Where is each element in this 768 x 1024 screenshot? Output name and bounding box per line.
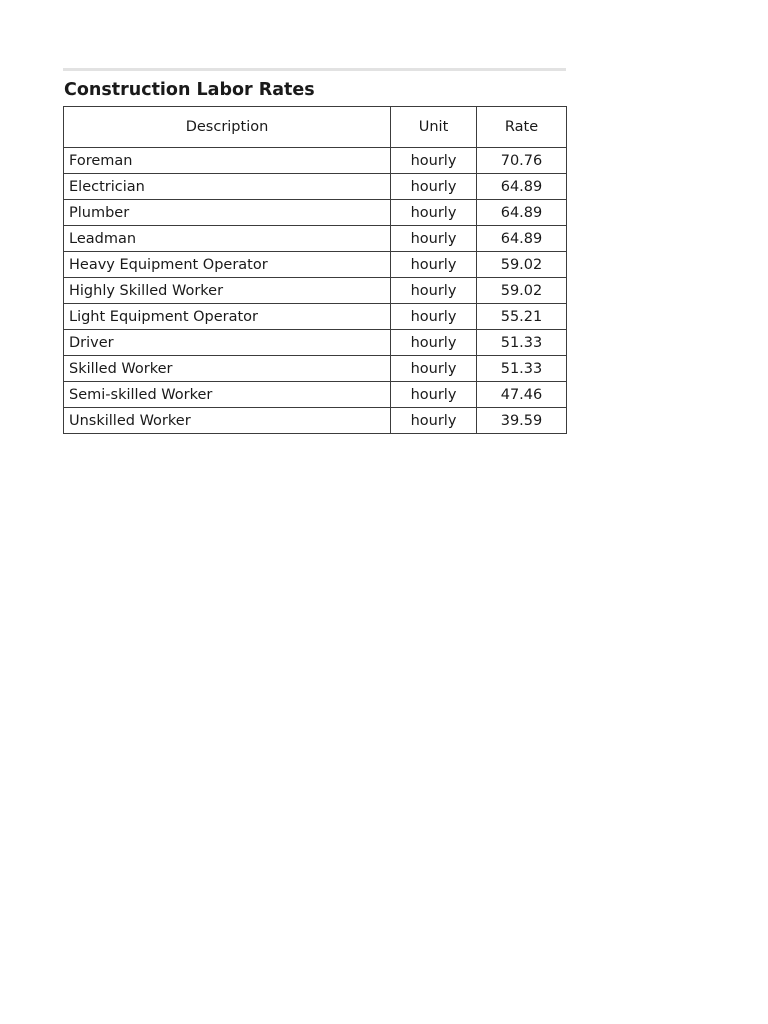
labor-rates-table bbox=[63, 106, 567, 434]
cell-rate: 39.59 bbox=[477, 408, 567, 434]
cell-rate: 51.33 bbox=[477, 356, 567, 382]
table-row bbox=[64, 330, 567, 356]
cell-unit: hourly bbox=[391, 148, 477, 174]
cell-rate: 64.89 bbox=[477, 174, 567, 200]
cell-description: Semi-skilled Worker bbox=[64, 382, 391, 408]
cell-description: Leadman bbox=[64, 226, 391, 252]
cell-description: Heavy Equipment Operator bbox=[64, 252, 391, 278]
table-row bbox=[64, 356, 567, 382]
cell-unit: hourly bbox=[391, 278, 477, 304]
cell-rate: 64.89 bbox=[477, 200, 567, 226]
cell-description: Highly Skilled Worker bbox=[64, 278, 391, 304]
cell-description: Light Equipment Operator bbox=[64, 304, 391, 330]
cell-rate: 70.76 bbox=[477, 148, 567, 174]
cell-rate: 59.02 bbox=[477, 252, 567, 278]
cell-unit: hourly bbox=[391, 382, 477, 408]
cell-unit: hourly bbox=[391, 330, 477, 356]
cell-description: Driver bbox=[64, 330, 391, 356]
column-header-rate: Rate bbox=[477, 107, 567, 148]
header-row bbox=[64, 107, 567, 148]
table-row bbox=[64, 382, 567, 408]
cell-description: Electrician bbox=[64, 174, 391, 200]
table-row bbox=[64, 226, 567, 252]
cell-rate: 51.33 bbox=[477, 330, 567, 356]
cell-description: Foreman bbox=[64, 148, 391, 174]
cell-description: Skilled Worker bbox=[64, 356, 391, 382]
table-row bbox=[64, 174, 567, 200]
cell-description: Plumber bbox=[64, 200, 391, 226]
cell-unit: hourly bbox=[391, 356, 477, 382]
cell-rate: 55.21 bbox=[477, 304, 567, 330]
cell-description: Unskilled Worker bbox=[64, 408, 391, 434]
cell-rate: 59.02 bbox=[477, 278, 567, 304]
table-row bbox=[64, 252, 567, 278]
cell-unit: hourly bbox=[391, 174, 477, 200]
table-row bbox=[64, 148, 567, 174]
cell-unit: hourly bbox=[391, 200, 477, 226]
cell-rate: 47.46 bbox=[477, 382, 567, 408]
cell-unit: hourly bbox=[391, 226, 477, 252]
table-row bbox=[64, 304, 567, 330]
column-header-description: Description bbox=[64, 107, 391, 148]
cell-unit: hourly bbox=[391, 252, 477, 278]
cell-unit: hourly bbox=[391, 408, 477, 434]
table-row bbox=[64, 200, 567, 226]
cell-unit: hourly bbox=[391, 304, 477, 330]
labor-rates-sheet bbox=[63, 68, 566, 434]
table-row bbox=[64, 278, 567, 304]
cell-rate: 64.89 bbox=[477, 226, 567, 252]
column-header-unit: Unit bbox=[391, 107, 477, 148]
table-row bbox=[64, 408, 567, 434]
sheet-title: Construction Labor Rates bbox=[64, 80, 315, 100]
